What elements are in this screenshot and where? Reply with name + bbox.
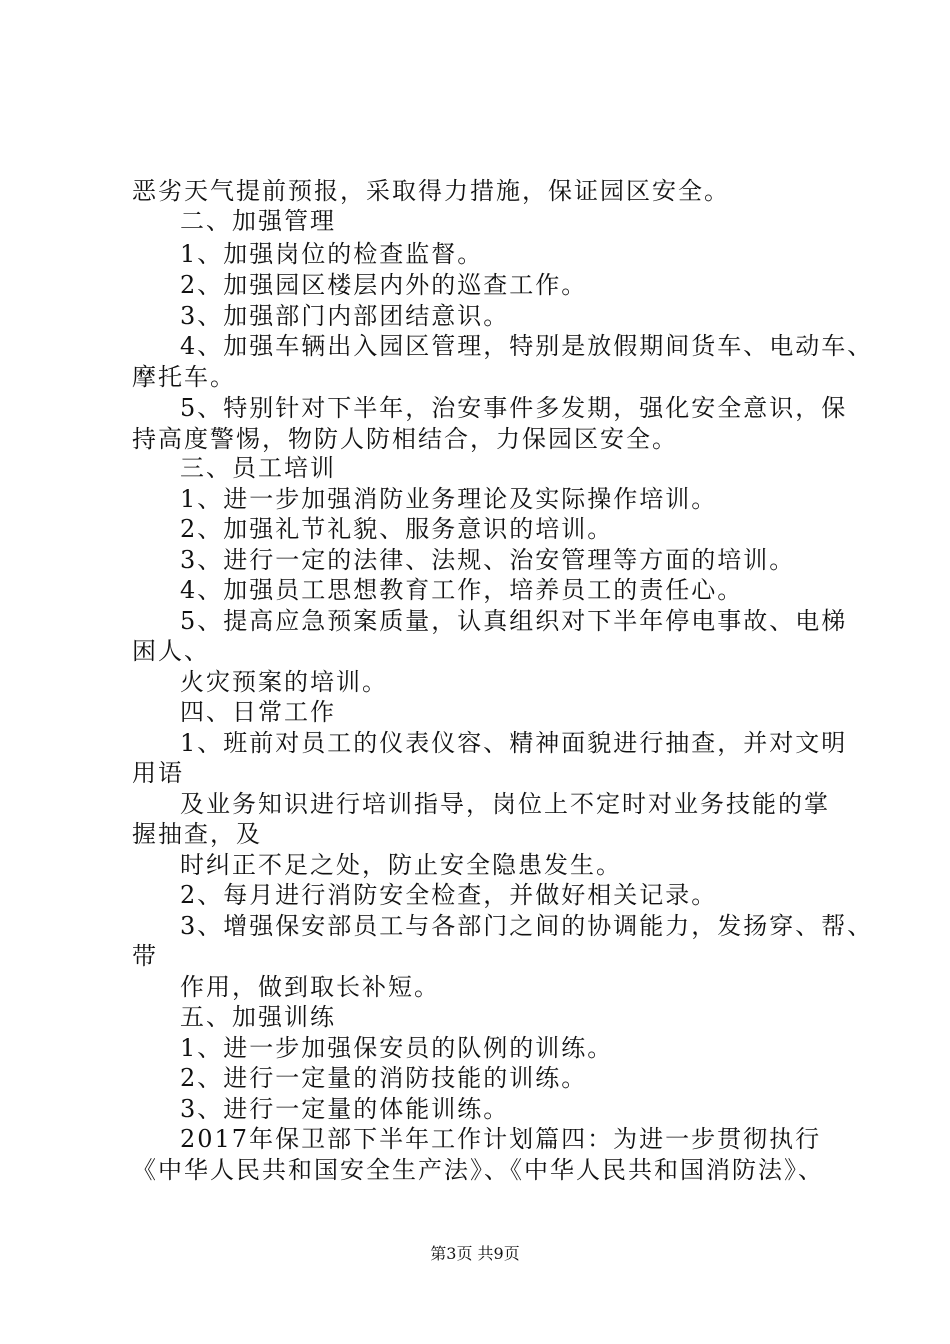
list-item-continuation: 时纠正不足之处，防止安全隐患发生。 bbox=[180, 851, 622, 879]
list-item-continuation: 摩托车。 bbox=[132, 363, 236, 391]
list-item: 1、进一步加强保安员的队例的训练。 bbox=[180, 1034, 614, 1062]
section-heading: 四、日常工作 bbox=[180, 698, 336, 726]
list-item: 5、提高应急预案质量，认真组织对下半年停电事故、电梯 bbox=[180, 607, 848, 635]
section-heading: 二、加强管理 bbox=[180, 207, 336, 235]
section-heading: 五、加强训练 bbox=[180, 1003, 336, 1031]
list-item: 1、班前对员工的仪表仪容、精神面貌进行抽查，并对文明 bbox=[180, 729, 848, 757]
list-item: 3、加强部门内部团结意识。 bbox=[180, 302, 510, 330]
list-item: 2、加强园区楼层内外的巡查工作。 bbox=[180, 271, 588, 299]
list-item: 4、加强车辆出入园区管理，特别是放假期间货车、电动车、 bbox=[180, 332, 874, 360]
list-item-continuation: 作用，做到取长补短。 bbox=[180, 973, 440, 1001]
body-line: 《中华人民共和国安全生产法》、《中华人民共和国消防法》、 bbox=[132, 1156, 824, 1184]
list-item: 3、增强保安部员工与各部门之间的协调能力，发扬穿、帮、 bbox=[180, 912, 874, 940]
list-item: 1、进一步加强消防业务理论及实际操作培训。 bbox=[180, 485, 718, 513]
list-item: 5、特别针对下半年，治安事件多发期，强化安全意识，保 bbox=[180, 394, 848, 422]
list-item: 3、进行一定量的体能训练。 bbox=[180, 1095, 510, 1123]
list-item-continuation: 用语 bbox=[132, 759, 184, 787]
body-line: 2017年保卫部下半年工作计划篇四：为进一步贯彻执行 bbox=[180, 1125, 822, 1153]
body-line: 恶劣天气提前预报，采取得力措施，保证园区安全。 bbox=[132, 177, 730, 205]
list-item: 2、加强礼节礼貌、服务意识的培训。 bbox=[180, 515, 614, 543]
section-heading: 三、员工培训 bbox=[180, 454, 336, 482]
page-footer: 第3页 共9页 bbox=[430, 1244, 520, 1263]
list-item: 4、加强员工思想教育工作，培养员工的责任心。 bbox=[180, 576, 744, 604]
list-item: 2、进行一定量的消防技能的训练。 bbox=[180, 1064, 588, 1092]
list-item: 1、加强岗位的检查监督。 bbox=[180, 240, 484, 268]
list-item: 3、进行一定的法律、法规、治安管理等方面的培训。 bbox=[180, 546, 796, 574]
list-item-continuation: 持高度警惕，物防人防相结合，力保园区安全。 bbox=[132, 425, 678, 453]
list-item-continuation: 火灾预案的培训。 bbox=[180, 668, 388, 696]
list-item-continuation: 困人、 bbox=[132, 637, 210, 665]
list-item: 2、每月进行消防安全检查，并做好相关记录。 bbox=[180, 881, 718, 909]
list-item-continuation: 及业务知识进行培训指导，岗位上不定时对业务技能的掌 bbox=[180, 790, 830, 818]
list-item-continuation: 带 bbox=[132, 942, 158, 970]
list-item-continuation: 握抽查，及 bbox=[132, 820, 262, 848]
